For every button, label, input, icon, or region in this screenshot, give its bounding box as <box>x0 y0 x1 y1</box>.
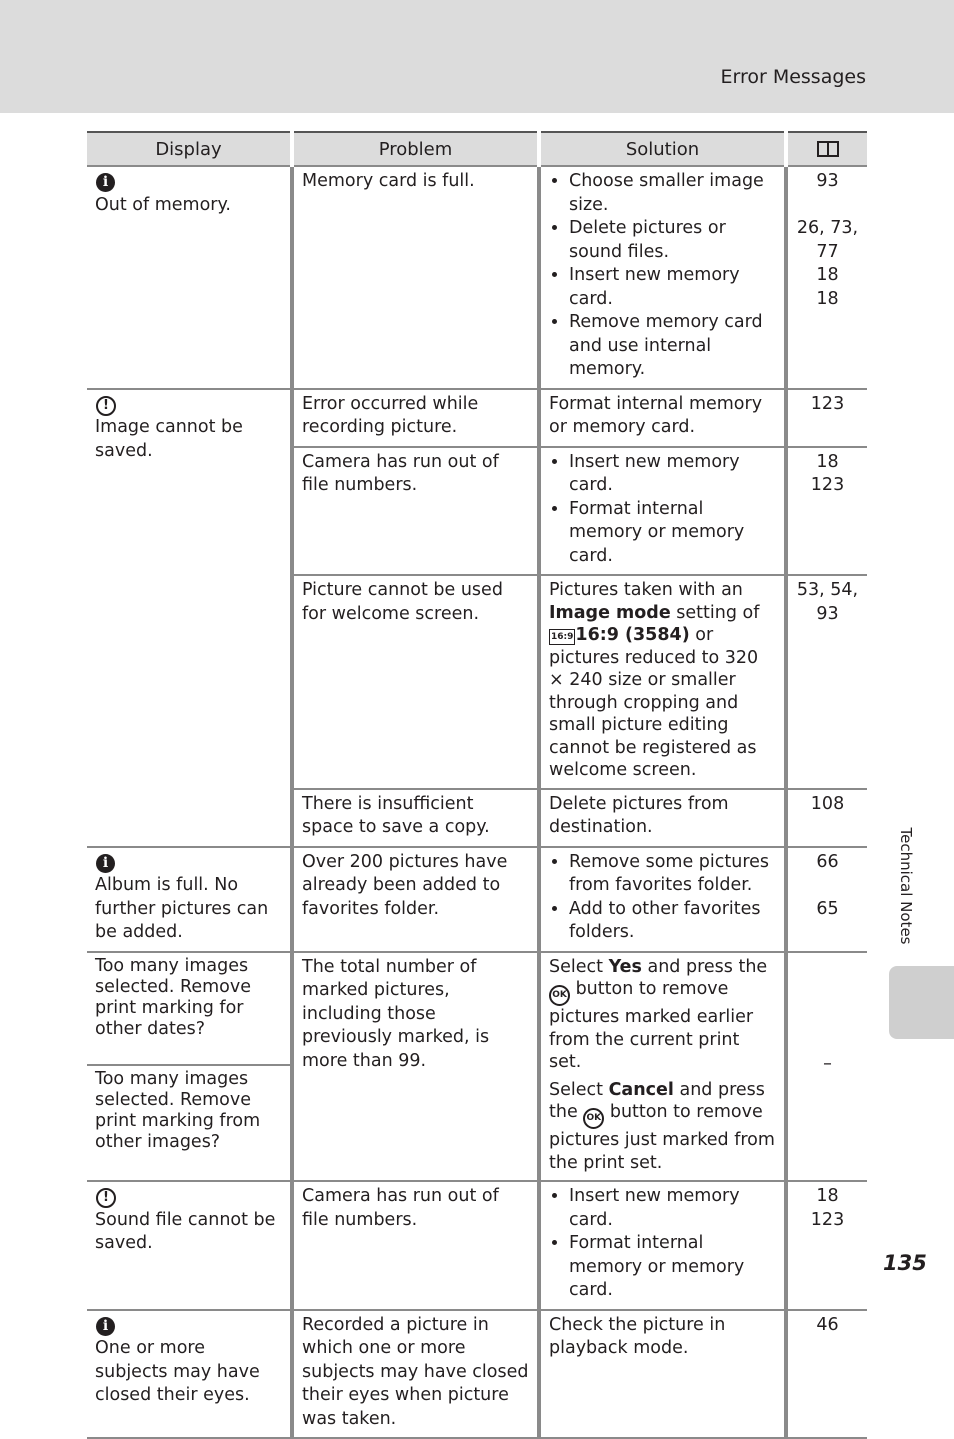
page-reference-cell: 108 <box>786 789 867 847</box>
table-row <box>87 952 867 1066</box>
page-ref: 18 <box>816 288 839 309</box>
side-tab-block <box>889 966 954 1039</box>
list-item: • Insert new memory card. <box>569 1185 776 1232</box>
page-reference-cell <box>786 166 867 389</box>
page-reference-cell <box>786 1181 867 1310</box>
solution-text: Pictures taken with an <box>549 580 743 600</box>
problem-cell: Camera has run out of file numbers. <box>292 447 539 576</box>
list-item: • Format internal memory or memory card. <box>569 498 776 569</box>
page-ref: 26, 73, 77 <box>796 218 859 262</box>
display-text: Sound file cannot be saved. <box>95 1209 276 1253</box>
page-ref: 66 <box>816 851 839 872</box>
list-item: • Add to other favorites folders. <box>569 898 776 945</box>
solution-text: Select <box>549 956 609 977</box>
column-header-solution: Solution <box>539 132 786 166</box>
solution-text: setting of <box>670 602 760 623</box>
column-header-reference <box>786 132 867 166</box>
table-row <box>87 1181 867 1310</box>
ok-button-icon: OK <box>583 1108 604 1129</box>
section-title: Error Messages <box>720 66 866 88</box>
solution-text: button to remove pictures just marked from the print set. <box>549 1102 775 1173</box>
page-ref: 123 <box>810 475 845 495</box>
column-header-display: Display <box>87 132 292 166</box>
page-ref: 123 <box>810 1209 845 1230</box>
display-text: One or more subjects may have closed their eyes. <box>95 1338 260 1405</box>
solution-cell: Check the picture in playback mode. <box>539 1310 786 1439</box>
yes-label: Yes <box>608 956 642 977</box>
solution-bold: Image mode <box>549 602 671 623</box>
display-cell <box>87 389 292 847</box>
display-cell <box>87 166 292 389</box>
image-mode-icon: 16:9 <box>549 629 575 645</box>
page-ref: 18 <box>816 1186 839 1206</box>
problem-cell: Error occurred while recording picture. <box>292 389 539 447</box>
cancel-label: Cancel <box>608 1079 674 1100</box>
problem-cell: Picture cannot be used for welcome screen. <box>292 575 539 789</box>
page-reference-cell: 53, 54, 93 <box>786 575 867 789</box>
page-reference-cell: 123 <box>786 389 867 447</box>
problem-cell: There is insufficient space to save a copy. <box>292 789 539 847</box>
list-item: • Insert new memory card. <box>569 264 776 311</box>
warning-icon: ! <box>96 396 116 416</box>
problem-cell: Camera has run out of file numbers. <box>292 1181 539 1310</box>
list-item: • Delete pictures or sound files. <box>569 217 776 264</box>
solution-cell <box>539 847 786 952</box>
page-number: 135 <box>883 1251 927 1275</box>
display-cell <box>87 1310 292 1439</box>
solution-cell <box>539 1181 786 1310</box>
table-row <box>87 1310 867 1439</box>
problem-cell: The total number of marked pictures, including those previously marked, is more than 99. <box>292 952 539 1182</box>
solution-text: Select <box>549 1079 609 1100</box>
solution-paragraph <box>549 1079 776 1175</box>
display-cell: Too many images selected. Remove print marking for other dates? <box>87 952 292 1066</box>
table-row <box>87 166 867 389</box>
page-ref: 93 <box>816 171 839 191</box>
page-reference-cell: 46 <box>786 1310 867 1439</box>
info-icon: i <box>96 854 115 873</box>
list-item: • Remove memory card and use internal memory. <box>569 311 776 382</box>
list-item: • Choose smaller image size. <box>569 170 776 217</box>
display-cell <box>87 1181 292 1310</box>
display-text: Image cannot be saved. <box>95 417 243 461</box>
page-ref: 18 <box>816 451 839 472</box>
solution-cell <box>539 575 786 789</box>
book-icon <box>817 141 839 157</box>
page-ref: 18 <box>816 265 839 285</box>
page-ref: 65 <box>816 898 839 919</box>
display-text: Out of memory. <box>95 194 231 215</box>
ok-button-icon: OK <box>549 985 570 1006</box>
list-item: • Remove some pictures from favorites folder. <box>569 851 776 898</box>
info-icon: i <box>96 1317 115 1336</box>
solution-text: button to remove pictures marked earlier from the current print set. <box>549 979 754 1072</box>
solution-text: or pictures reduced to 320 × 240 size or smaller through cropping and small picture editing cannot be registered as welcome screen. <box>549 625 759 780</box>
solution-cell: Delete pictures from destination. <box>539 789 786 847</box>
list-item: • Format internal memory or memory card. <box>569 1232 776 1303</box>
info-icon: i <box>96 173 115 192</box>
display-cell <box>87 847 292 952</box>
side-tab-label: Technical Notes <box>897 827 915 945</box>
header-band <box>0 0 954 113</box>
solution-text: and press the <box>641 956 768 977</box>
solution-text: and press the <box>549 1079 765 1122</box>
solution-paragraph <box>549 956 776 1074</box>
warning-icon: ! <box>96 1188 116 1208</box>
list-item: • Insert new memory card. <box>569 451 776 498</box>
solution-bold: 16:9 (3584) <box>575 625 690 645</box>
display-cell: Too many images selected. Remove print marking from other images? <box>87 1065 292 1181</box>
table-row <box>87 847 867 952</box>
problem-cell: Memory card is full. <box>292 166 539 389</box>
table-header-row <box>87 132 867 166</box>
display-text: Album is full. No further pictures can be added. <box>95 875 269 942</box>
page-reference-cell <box>786 847 867 952</box>
solution-cell <box>539 166 786 389</box>
solution-cell <box>539 447 786 576</box>
solution-cell: Format internal memory or memory card. <box>539 389 786 447</box>
page-reference-cell <box>786 447 867 576</box>
error-messages-table <box>87 131 867 1439</box>
problem-cell: Over 200 pictures have already been added to favorites folder. <box>292 847 539 952</box>
solution-cell <box>539 952 786 1182</box>
problem-cell: Recorded a picture in which one or more subjects may have closed their eyes when picture was taken. <box>292 1310 539 1439</box>
table-row <box>87 389 867 447</box>
page-reference-cell: – <box>786 952 867 1182</box>
column-header-problem: Problem <box>292 132 539 166</box>
